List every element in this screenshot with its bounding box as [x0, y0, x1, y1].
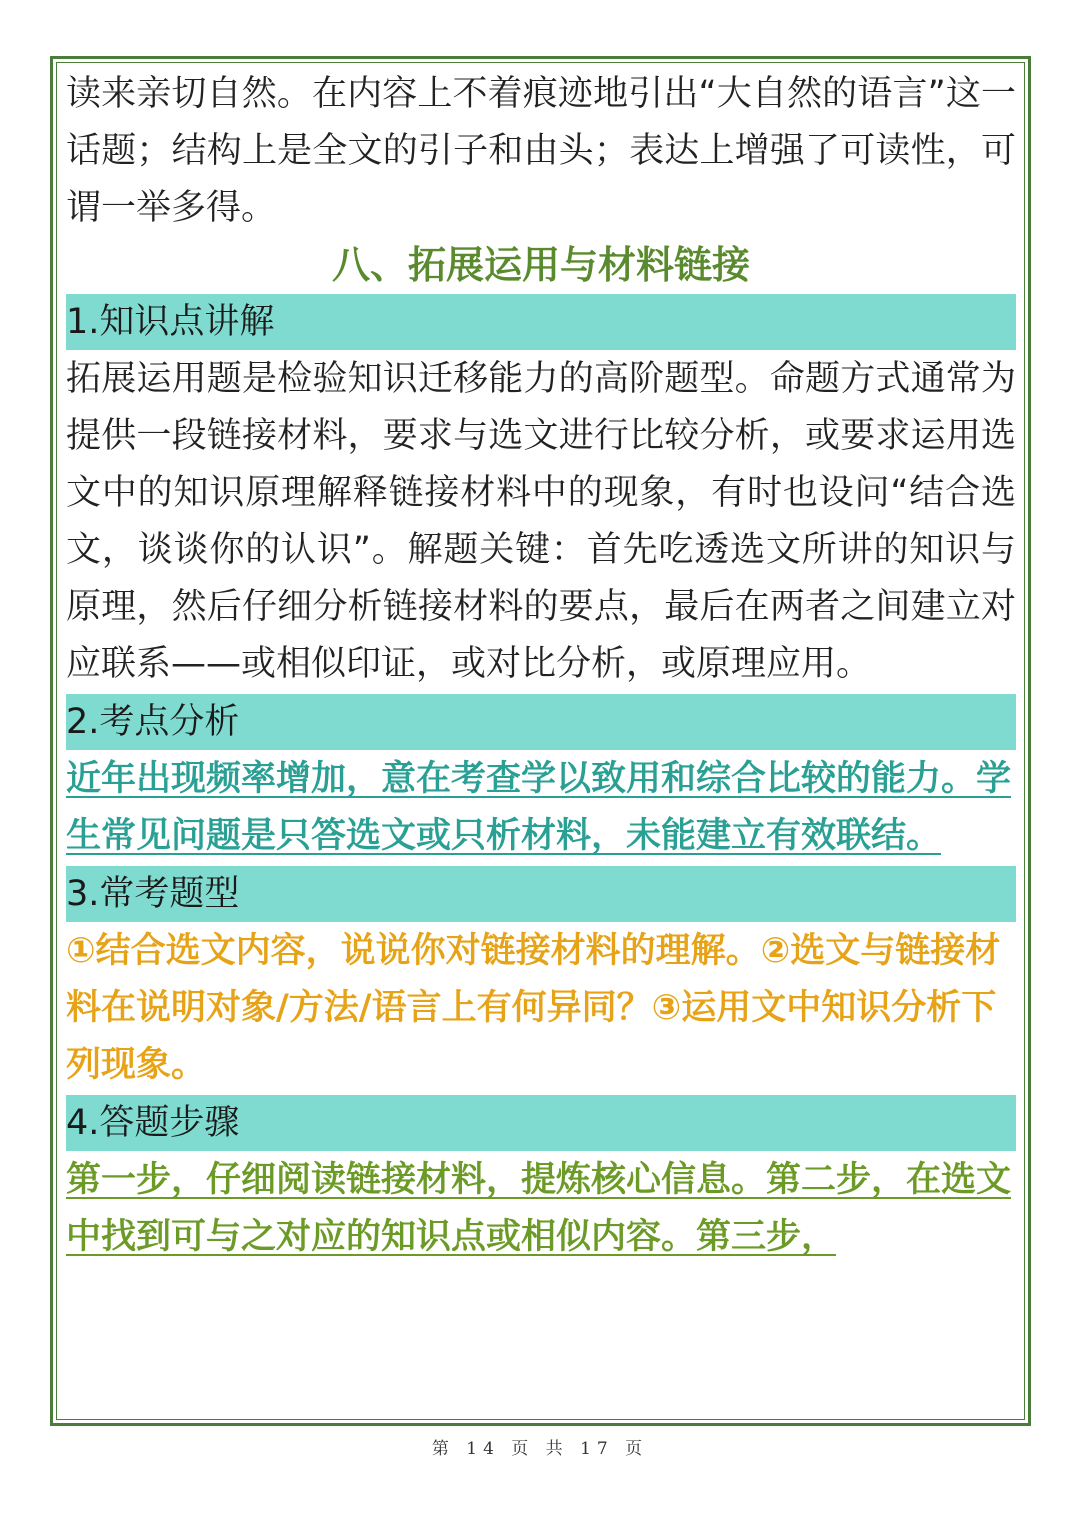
- subsection-body-2: 近年出现频率增加，意在考查学以致用和综合比较的能力。学生常见问题是只答选文或只析材料，未能建立有效联结。: [66, 759, 1012, 856]
- section-title: 八、拓展运用与材料链接: [331, 243, 750, 287]
- subsection-heading-2: 2.考点分析: [66, 694, 1016, 750]
- page-number-footer: 第 14 页 共 17 页: [431, 1439, 649, 1459]
- subsection-heading-3: 3.常考题型: [66, 866, 1016, 922]
- intro-paragraph: 读来亲切自然。在内容上不着痕迹地引出“大自然的语言”这一话题；结构上是全文的引子和由头；表达上增强了可读性，可谓一举多得。: [66, 74, 1016, 228]
- subsection-heading-4: 4.答题步骤: [66, 1095, 1016, 1151]
- subsection-body-3: ①结合选文内容，说说你对链接材料的理解。②选文与链接材料在说明对象/方法/语言上有何异同？③运用文中知识分析下列现象。: [66, 931, 1001, 1085]
- subsection-body-4: 第一步，仔细阅读链接材料，提炼核心信息。第二步，在选文中找到可与之对应的知识点或相似内容。第三步，: [66, 1160, 1012, 1257]
- subsection-heading-1: 1.知识点讲解: [66, 294, 1016, 350]
- page-content: [66, 66, 1016, 1266]
- subsection-body-1: 拓展运用题是检验知识迁移能力的高阶题型。命题方式通常为提供一段链接材料，要求与选文进行比较分析，或要求运用选文中的知识原理解释链接材料中的现象，有时也设问“结合选文，谈谈你的认识”。解题关键：首先吃透选文所讲的知识与原理，然后仔细分析链接材料的要点，最后在两者之间建立对应联系——或相似印证，或对比分析，或原理应用。: [66, 359, 1016, 684]
